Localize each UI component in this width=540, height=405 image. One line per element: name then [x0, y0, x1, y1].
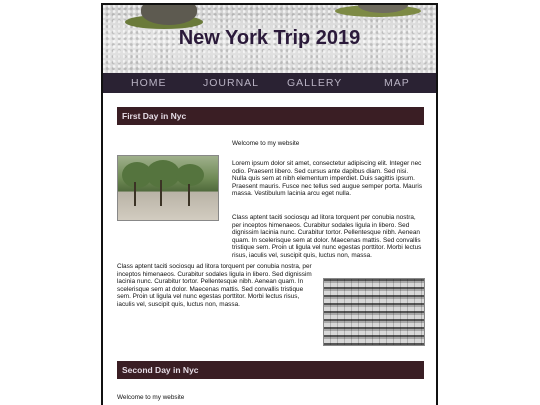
- park-photo: [117, 155, 219, 221]
- paragraph-2: Class aptent taciti sociosqu ad litora torquent per conubia nostra, per inceptos himenaeos. Curabitur sodales ligula in libero. Sed dignissim lacinia nunc. Curabitur tortor. Pellentesque nibh. Aenean quam. In scelerisque sem at dolor. Maecenas mattis. Sed convallis tristique sem. Proin ut ligula vel nunc egestas porttitor. Morbi lectus risus, iaculis vel, suscipit quis, luctus non, massa.: [232, 214, 422, 259]
- paragraph-1: Lorem ipsum dolor sit amet, consectetur adipiscing elit. Integer nec odio. Praesent libero. Sed cursus ante dapibus diam. Sed nisi. Nulla quis sem at nibh elementum imperdiet. Duis sagittis ipsum. Praesent mauris. Fusce nec tellus sed augue semper porta. Mauris massa. Vestibulum lacinia arcu eget nulla.: [232, 160, 423, 198]
- nav-map[interactable]: MAP: [384, 77, 410, 89]
- nav-gallery[interactable]: GALLERY: [287, 77, 343, 89]
- paragraph-3: Class aptent taciti sociosqu ad litora torquent per conubia nostra, per inceptos himenaeos. Curabitur sodales ligula in libero. Sed dignissim lacinia nunc. Curabitur tortor. Pellentesque nibh. Aenean quam. In scelerisque sem at dolor. Maecenas mattis. Sed convallis tristique sem. Proin ut ligula vel nunc egestas porttitor. Morbi lectus risus, iaculis vel, suscipit quis, luctus non, massa.: [117, 263, 312, 308]
- main-content: [103, 93, 436, 405]
- section-heading-day1: First Day in Nyc: [117, 107, 424, 125]
- section-heading-day2: Second Day in Nyc: [117, 361, 424, 379]
- header-banner: [103, 5, 436, 73]
- main-nav: [103, 73, 436, 93]
- site-title: New York Trip 2019: [178, 27, 361, 49]
- page-frame: [101, 3, 438, 405]
- nav-journal[interactable]: JOURNAL: [203, 77, 260, 89]
- bookshelf-photo: [323, 278, 425, 346]
- welcome-text: Welcome to my website: [232, 140, 300, 147]
- nav-home[interactable]: HOME: [131, 77, 167, 89]
- welcome-text-day2: Welcome to my website: [117, 394, 185, 401]
